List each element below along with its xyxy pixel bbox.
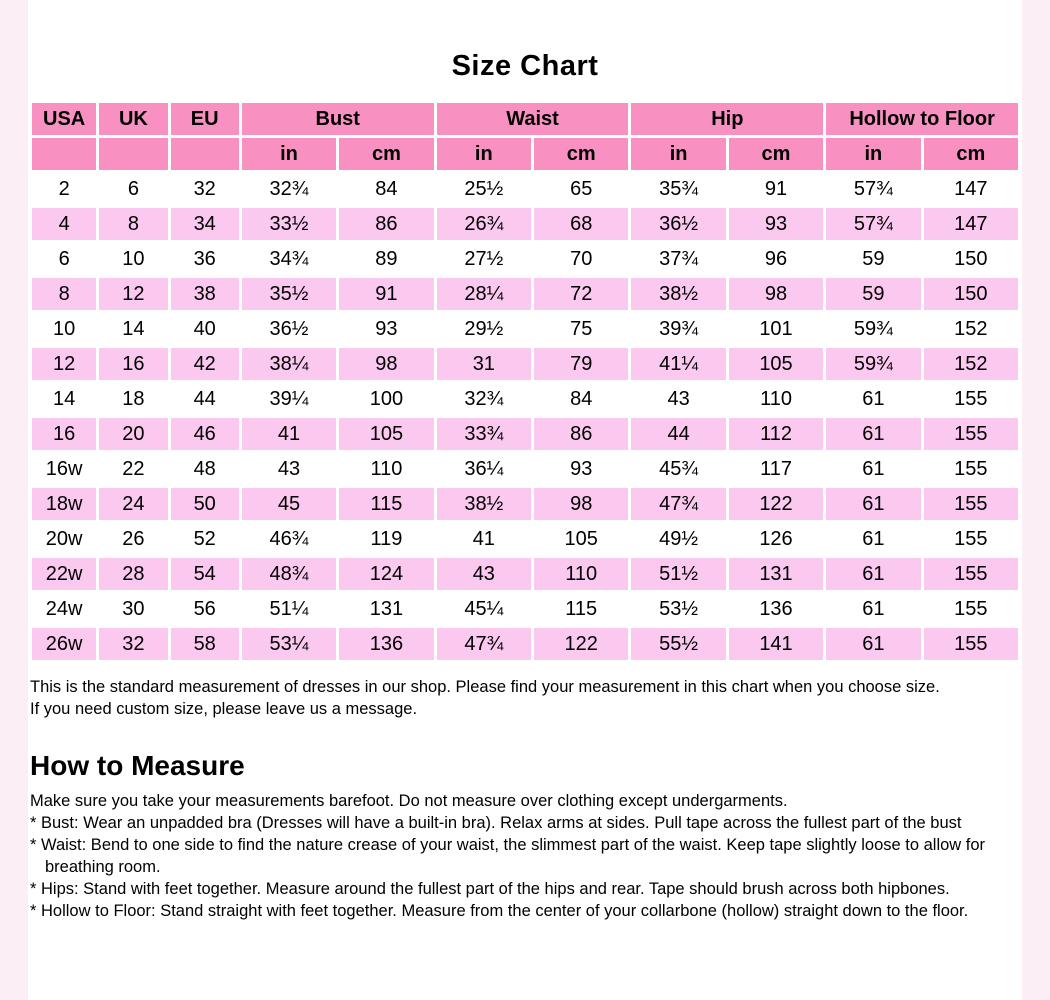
size-cell: 110 — [729, 383, 823, 415]
measure-item-hips: * Hips: Stand with feet together. Measure around the fullest part of the hips and rear. Tape should brush across both hipbones. — [30, 880, 950, 898]
measure-item-waist: * Waist: Bend to one side to find the nature crease of your waist, the slimmest part of the waist. Keep tape slightly loose to allow for breathing room. — [30, 836, 986, 876]
size-cell: 98 — [729, 278, 823, 310]
size-note-line: If you need custom size, please leave us a message. — [30, 700, 418, 718]
size-cell: 51½ — [631, 558, 725, 590]
size-cell: 51¼ — [242, 593, 336, 625]
size-cell: 105 — [729, 348, 823, 380]
size-cell: 131 — [339, 593, 433, 625]
size-cell: 61 — [826, 628, 920, 660]
size-cell: 147 — [924, 208, 1018, 240]
table-row — [32, 243, 1018, 275]
size-cell: 91 — [729, 173, 823, 205]
size-cell: 93 — [339, 313, 433, 345]
size-cell: 35¾ — [631, 173, 725, 205]
size-cell: 30 — [99, 593, 167, 625]
size-notes — [30, 676, 1022, 720]
size-cell: 4 — [32, 208, 96, 240]
size-cell: 72 — [534, 278, 628, 310]
unit-header-in: in — [826, 138, 920, 170]
size-cell: 18 — [99, 383, 167, 415]
size-cell: 6 — [32, 243, 96, 275]
size-cell: 31 — [437, 348, 531, 380]
size-cell: 20 — [99, 418, 167, 450]
size-cell: 61 — [826, 418, 920, 450]
size-cell: 33½ — [242, 208, 336, 240]
size-cell: 38¼ — [242, 348, 336, 380]
size-cell: 48 — [171, 453, 239, 485]
size-cell: 141 — [729, 628, 823, 660]
col-header-hollow-to-floor: Hollow to Floor — [826, 103, 1018, 135]
page-title: Size Chart — [451, 50, 599, 82]
size-cell: 150 — [924, 278, 1018, 310]
size-cell: 93 — [729, 208, 823, 240]
size-cell: 34 — [171, 208, 239, 240]
unit-header-in: in — [242, 138, 336, 170]
size-cell: 61 — [826, 383, 920, 415]
size-cell: 152 — [924, 313, 1018, 345]
size-cell: 84 — [339, 173, 433, 205]
size-cell: 28¼ — [437, 278, 531, 310]
size-cell: 12 — [32, 348, 96, 380]
size-cell: 93 — [534, 453, 628, 485]
table-row — [32, 173, 1018, 205]
size-cell: 25½ — [437, 173, 531, 205]
size-cell: 44 — [631, 418, 725, 450]
size-cell: 61 — [826, 558, 920, 590]
table-row — [32, 628, 1018, 660]
size-cell: 32¾ — [437, 383, 531, 415]
size-cell: 14 — [32, 383, 96, 415]
size-cell: 122 — [729, 488, 823, 520]
size-cell: 68 — [534, 208, 628, 240]
size-cell: 126 — [729, 523, 823, 555]
header-group-row — [32, 103, 1018, 135]
size-cell: 56 — [171, 593, 239, 625]
size-cell: 155 — [924, 523, 1018, 555]
header-units-row — [32, 138, 1018, 170]
size-cell: 155 — [924, 628, 1018, 660]
empty-header-cell — [99, 138, 167, 170]
size-cell: 16 — [99, 348, 167, 380]
size-cell: 136 — [339, 628, 433, 660]
size-cell: 86 — [534, 418, 628, 450]
size-cell: 14 — [99, 313, 167, 345]
measure-item-bust: * Bust: Wear an unpadded bra (Dresses will have a built-in bra). Relax arms at sides. Pull tape across the fullest part of the bust — [30, 814, 962, 832]
unit-header-cm: cm — [924, 138, 1018, 170]
size-chart-page — [28, 0, 1022, 1000]
size-cell: 53½ — [631, 593, 725, 625]
col-header-waist: Waist — [437, 103, 629, 135]
size-cell: 27½ — [437, 243, 531, 275]
size-cell: 26w — [32, 628, 96, 660]
size-cell: 119 — [339, 523, 433, 555]
size-cell: 155 — [924, 558, 1018, 590]
size-cell: 24 — [99, 488, 167, 520]
size-cell: 36¼ — [437, 453, 531, 485]
empty-header-cell — [171, 138, 239, 170]
size-cell: 101 — [729, 313, 823, 345]
size-cell: 98 — [339, 348, 433, 380]
size-cell: 35½ — [242, 278, 336, 310]
size-chart-table — [29, 100, 1021, 663]
size-cell: 36½ — [631, 208, 725, 240]
size-cell: 55½ — [631, 628, 725, 660]
size-cell: 84 — [534, 383, 628, 415]
size-cell: 43 — [631, 383, 725, 415]
size-cell: 59 — [826, 278, 920, 310]
size-cell: 10 — [32, 313, 96, 345]
unit-header-cm: cm — [729, 138, 823, 170]
size-cell: 110 — [534, 558, 628, 590]
size-cell: 36 — [171, 243, 239, 275]
size-cell: 42 — [171, 348, 239, 380]
table-row — [32, 488, 1018, 520]
size-cell: 65 — [534, 173, 628, 205]
size-cell: 59¾ — [826, 313, 920, 345]
size-cell: 38 — [171, 278, 239, 310]
table-row — [32, 593, 1018, 625]
size-cell: 136 — [729, 593, 823, 625]
size-cell: 29½ — [437, 313, 531, 345]
size-cell: 41 — [437, 523, 531, 555]
table-row — [32, 383, 1018, 415]
col-header-uk: UK — [99, 103, 167, 135]
size-cell: 115 — [339, 488, 433, 520]
size-cell: 46¾ — [242, 523, 336, 555]
unit-header-cm: cm — [534, 138, 628, 170]
size-cell: 57¾ — [826, 173, 920, 205]
size-cell: 50 — [171, 488, 239, 520]
size-cell: 43 — [242, 453, 336, 485]
size-cell: 105 — [534, 523, 628, 555]
size-cell: 10 — [99, 243, 167, 275]
size-cell: 22 — [99, 453, 167, 485]
size-cell: 54 — [171, 558, 239, 590]
size-cell: 155 — [924, 488, 1018, 520]
size-cell: 155 — [924, 383, 1018, 415]
size-cell: 8 — [99, 208, 167, 240]
table-header — [32, 103, 1018, 170]
table-row — [32, 348, 1018, 380]
measure-intro: Make sure you take your measurements barefoot. Do not measure over clothing except undergarments. — [30, 792, 788, 810]
size-cell: 150 — [924, 243, 1018, 275]
size-cell: 38½ — [631, 278, 725, 310]
table-row — [32, 418, 1018, 450]
size-cell: 45 — [242, 488, 336, 520]
size-cell: 75 — [534, 313, 628, 345]
size-cell: 152 — [924, 348, 1018, 380]
size-cell: 20w — [32, 523, 96, 555]
size-cell: 105 — [339, 418, 433, 450]
size-cell: 36½ — [242, 313, 336, 345]
size-cell: 49½ — [631, 523, 725, 555]
size-cell: 28 — [99, 558, 167, 590]
size-cell: 33¾ — [437, 418, 531, 450]
size-cell: 43 — [437, 558, 531, 590]
size-cell: 45¾ — [631, 453, 725, 485]
size-cell: 58 — [171, 628, 239, 660]
table-row — [32, 523, 1018, 555]
size-cell: 39¾ — [631, 313, 725, 345]
size-cell: 24w — [32, 593, 96, 625]
size-cell: 100 — [339, 383, 433, 415]
how-to-measure-title: How to Measure — [30, 750, 245, 781]
size-cell: 96 — [729, 243, 823, 275]
size-cell: 53¼ — [242, 628, 336, 660]
size-cell: 61 — [826, 488, 920, 520]
col-header-eu: EU — [171, 103, 239, 135]
size-cell: 32 — [99, 628, 167, 660]
size-cell: 61 — [826, 593, 920, 625]
size-cell: 98 — [534, 488, 628, 520]
size-cell: 22w — [32, 558, 96, 590]
size-cell: 16w — [32, 453, 96, 485]
unit-header-cm: cm — [339, 138, 433, 170]
size-cell: 39¼ — [242, 383, 336, 415]
size-cell: 48¾ — [242, 558, 336, 590]
size-cell: 59 — [826, 243, 920, 275]
size-cell: 2 — [32, 173, 96, 205]
table-row — [32, 208, 1018, 240]
size-cell: 124 — [339, 558, 433, 590]
table-row — [32, 453, 1018, 485]
size-cell: 47¾ — [437, 628, 531, 660]
size-note-line: This is the standard measurement of dresses in our shop. Please find your measurement in this chart when you choose size. — [30, 678, 940, 696]
size-cell: 59¾ — [826, 348, 920, 380]
table-row — [32, 558, 1018, 590]
size-cell: 91 — [339, 278, 433, 310]
size-cell: 38½ — [437, 488, 531, 520]
size-cell: 32¾ — [242, 173, 336, 205]
empty-header-cell — [32, 138, 96, 170]
size-cell: 61 — [826, 523, 920, 555]
size-cell: 89 — [339, 243, 433, 275]
unit-header-in: in — [631, 138, 725, 170]
size-cell: 115 — [534, 593, 628, 625]
size-cell: 12 — [99, 278, 167, 310]
measure-item-hollow-to-floor: * Hollow to Floor: Stand straight with feet together. Measure from the center of your collarbone (hollow) straight down to the floor. — [30, 902, 969, 920]
size-cell: 112 — [729, 418, 823, 450]
table-row — [32, 313, 1018, 345]
size-cell: 70 — [534, 243, 628, 275]
size-cell: 37¾ — [631, 243, 725, 275]
size-table-body — [32, 173, 1018, 660]
size-cell: 61 — [826, 453, 920, 485]
size-cell: 41 — [242, 418, 336, 450]
size-cell: 26 — [99, 523, 167, 555]
size-cell: 45¼ — [437, 593, 531, 625]
size-cell: 155 — [924, 593, 1018, 625]
unit-header-in: in — [437, 138, 531, 170]
col-header-hip: Hip — [631, 103, 823, 135]
size-cell: 46 — [171, 418, 239, 450]
size-cell: 122 — [534, 628, 628, 660]
size-cell: 32 — [171, 173, 239, 205]
size-cell: 131 — [729, 558, 823, 590]
size-cell: 57¾ — [826, 208, 920, 240]
size-cell: 117 — [729, 453, 823, 485]
col-header-bust: Bust — [242, 103, 434, 135]
size-cell: 41¼ — [631, 348, 725, 380]
size-cell: 155 — [924, 453, 1018, 485]
col-header-usa: USA — [32, 103, 96, 135]
size-cell: 16 — [32, 418, 96, 450]
size-cell: 155 — [924, 418, 1018, 450]
table-row — [32, 278, 1018, 310]
size-cell: 110 — [339, 453, 433, 485]
size-cell: 52 — [171, 523, 239, 555]
size-cell: 44 — [171, 383, 239, 415]
size-cell: 79 — [534, 348, 628, 380]
size-cell: 34¾ — [242, 243, 336, 275]
size-cell: 18w — [32, 488, 96, 520]
size-cell: 8 — [32, 278, 96, 310]
size-cell: 26¾ — [437, 208, 531, 240]
size-cell: 86 — [339, 208, 433, 240]
size-cell: 6 — [99, 173, 167, 205]
size-cell: 147 — [924, 173, 1018, 205]
how-to-measure-section — [30, 790, 1020, 922]
size-cell: 40 — [171, 313, 239, 345]
size-cell: 47¾ — [631, 488, 725, 520]
